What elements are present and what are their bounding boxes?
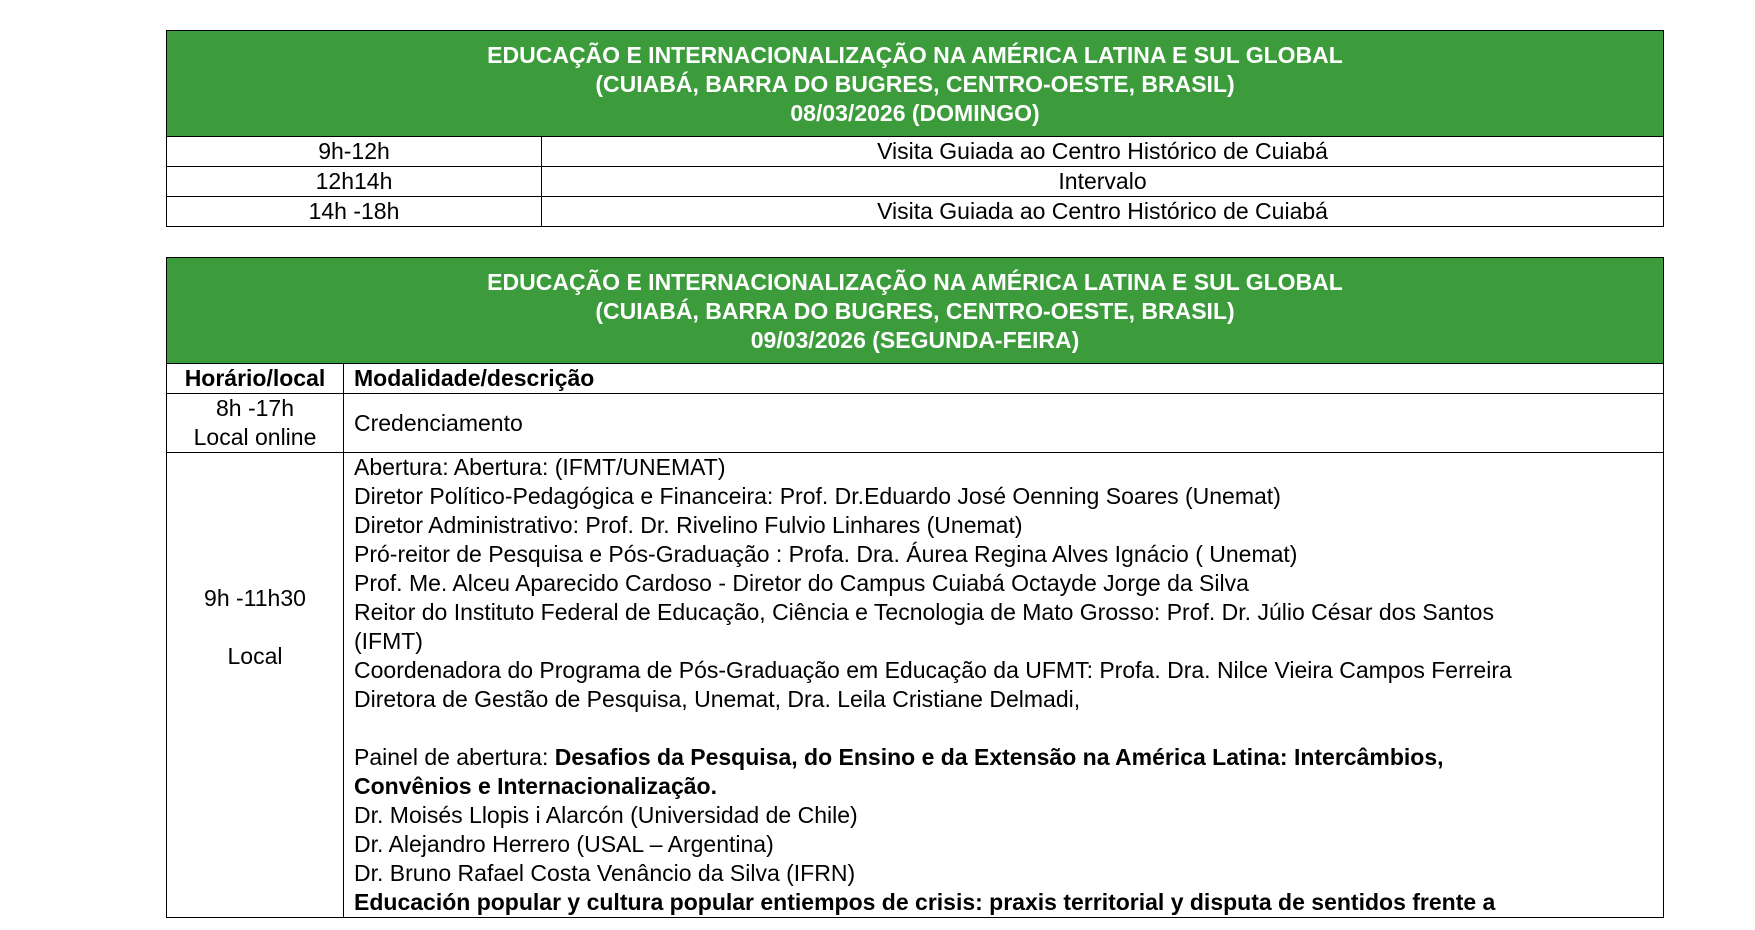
time-place-cell [167,394,344,453]
schedule-table-day1 [166,30,1664,227]
description-cell: Visita Guiada ao Centro Histórico de Cuiabá [542,137,1664,167]
description-line: Coordenadora do Programa de Pós-Graduação em Educação da UFMT: Profa. Dra. Nilce Vieira Campos Ferreira [354,657,1512,683]
description-line: Abertura: Abertura: (IFMT/UNEMAT) [354,454,726,480]
description-line: Diretor Administrativo: Prof. Dr. Rivelino Fulvio Linhares (Unemat) [354,512,1023,538]
table-row [167,137,1664,167]
column-header-row [167,364,1664,394]
next-session-title-text: Educación popular y cultura popular entiempos de crisis: praxis territorial y disputa de sentidos frente a [354,889,1496,915]
speaker-line: Dr. Alejandro Herrero (USAL – Argentina) [354,831,774,857]
speaker-line: Dr. Bruno Rafael Costa Venâncio da Silva (IFRN) [354,860,856,886]
day2-header [167,258,1664,364]
header-location: (CUIABÁ, BARRA DO BUGRES, CENTRO-OESTE, BRASIL) [595,298,1235,324]
panel-line [354,743,1653,772]
spacer [354,714,1653,743]
header-location: (CUIABÁ, BARRA DO BUGRES, CENTRO-OESTE, BRASIL) [595,71,1235,97]
description-line: Prof. Me. Alceu Aparecido Cardoso - Diretor do Campus Cuiabá Octayde Jorge da Silva [354,570,1249,596]
speaker-line: Dr. Moisés Llopis i Alarcón (Universidad de Chile) [354,802,858,828]
description-cell: Visita Guiada ao Centro Histórico de Cuiabá [542,197,1664,227]
day1-header-row [167,31,1664,137]
table-row [167,394,1664,453]
header-title: EDUCAÇÃO E INTERNACIONALIZAÇÃO NA AMÉRICA LATINA E SUL GLOBAL [487,269,1343,295]
panel-title-cont: Convênios e Internacionalização. [354,773,717,799]
time-text: 9h -11h30 [204,585,306,611]
time-cell: 14h -18h [167,197,542,227]
description-line: Diretora de Gestão de Pesquisa, Unemat, Dra. Leila Cristiane Delmadi, [354,686,1081,712]
header-date: 08/03/2026 (DOMINGO) [790,100,1040,126]
column-header-time: Horário/local [167,364,344,394]
header-date: 09/03/2026 (SEGUNDA-FEIRA) [750,327,1080,353]
table-row [167,453,1664,918]
day2-header-row [167,258,1664,364]
description-line: Diretor Político-Pedagógica e Financeira: Prof. Dr.Eduardo José Oenning Soares (Unemat) [354,483,1281,509]
panel-prefix: Painel de abertura: [354,744,555,770]
description-cell [344,453,1664,918]
place-text: Local online [193,424,317,450]
panel-title: Desafios da Pesquisa, do Ensino e da Extensão na América Latina: Intercâmbios, [554,744,1444,770]
header-title: EDUCAÇÃO E INTERNACIONALIZAÇÃO NA AMÉRICA LATINA E SUL GLOBAL [487,42,1343,68]
time-text: 8h -17h [215,395,294,421]
panel-line [354,772,1653,801]
next-session-title [354,888,1653,917]
description-cell: Intervalo [542,167,1664,197]
description-line: Pró-reitor de Pesquisa e Pós-Graduação : Profa. Dra. Áurea Regina Alves Ignácio ( Unemat) [354,541,1298,567]
column-header-description: Modalidade/descrição [344,364,1664,394]
time-cell: 9h-12h [167,137,542,167]
place-text: Local [227,643,283,669]
description-line: Reitor do Instituto Federal de Educação, Ciência e Tecnologia de Mato Grosso: Prof. Dr. Júlio César dos Santos [354,599,1494,625]
time-place-cell [167,453,344,918]
time-cell: 12h14h [167,167,542,197]
table-row [167,167,1664,197]
table-row [167,197,1664,227]
description-cell: Credenciamento [344,394,1664,453]
schedule-table-day2 [166,257,1664,918]
day1-header [167,31,1664,137]
description-line: (IFMT) [354,628,423,654]
